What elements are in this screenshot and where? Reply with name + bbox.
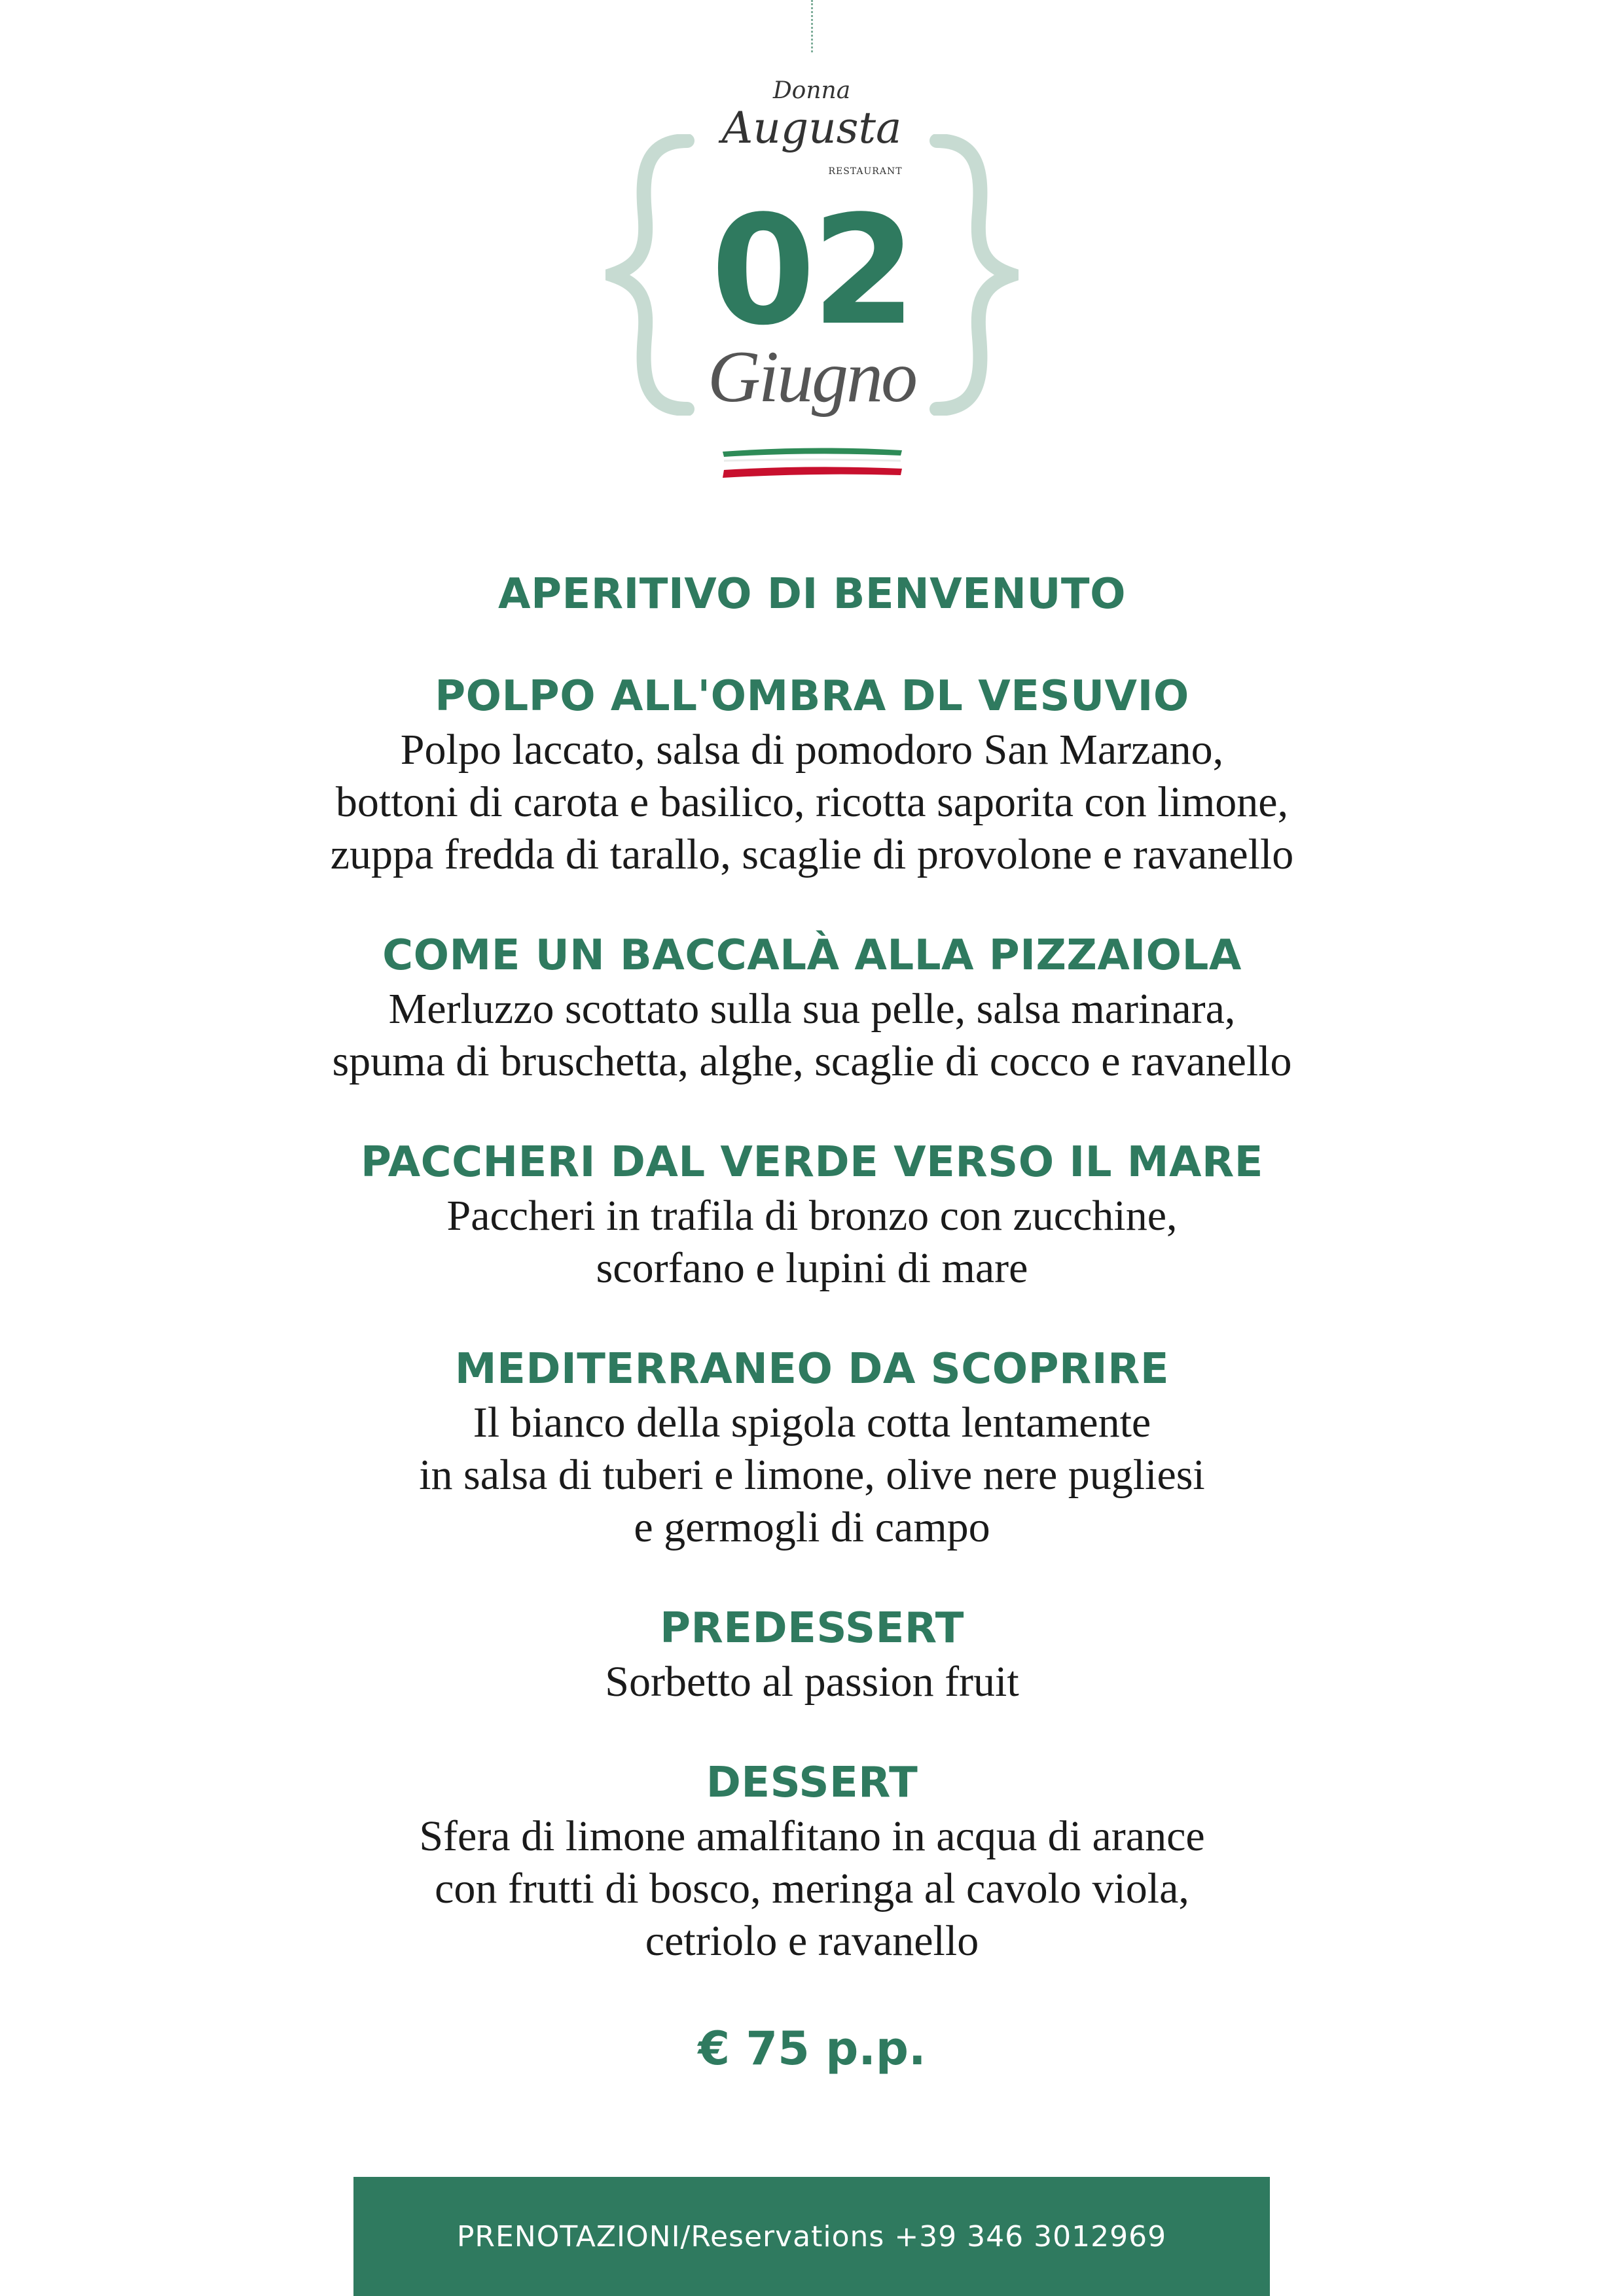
restaurant-logo	[713, 65, 910, 183]
menu-course	[0, 567, 1624, 622]
course-description-line: Il bianco della spigola cotta lentamente	[473, 1399, 1151, 1446]
event-day: 02	[710, 184, 913, 359]
top-dotted-line	[811, 0, 813, 52]
logo-script-main: Augusta	[721, 103, 902, 153]
course-description-line: zuppa fredda di tarallo, scaglie di provolone e ravanello	[330, 831, 1294, 878]
logo-tagline: RESTAURANT	[828, 166, 903, 177]
course-description	[0, 1397, 1624, 1554]
course-title: MEDITERRANEO DA SCOPRIRE	[454, 1345, 1170, 1393]
course-title: APERITIVO DI BENVENUTO	[498, 570, 1126, 619]
course-description-line: bottoni di carota e basilico, ricotta saporita con limone,	[335, 778, 1289, 826]
course-description	[0, 1190, 1624, 1295]
menu-course	[0, 928, 1624, 1088]
course-title: DESSERT	[706, 1759, 918, 1807]
menu-course	[0, 1601, 1624, 1708]
course-description	[0, 983, 1624, 1088]
course-description-line: spuma di bruschetta, alghe, scaglie di cocco e ravanello	[332, 1037, 1292, 1085]
menu-course	[0, 1755, 1624, 1967]
course-title: POLPO ALL'OMBRA DL VESUVIO	[435, 672, 1189, 721]
italian-flag-brushstroke	[720, 442, 905, 484]
menu-course	[0, 669, 1624, 881]
menu-course	[0, 1342, 1624, 1554]
course-description-line: con frutti di bosco, meringa al cavolo viola,	[435, 1865, 1189, 1912]
course-description	[0, 1810, 1624, 1967]
course-description-line: Sfera di limone amalfitano in acqua di arance	[419, 1812, 1205, 1860]
reservations-text: PRENOTAZIONI/Reservations +39 346 3012969	[456, 2219, 1167, 2253]
course-description-line: Merluzzo scottato sulla sua pelle, salsa marinara,	[388, 985, 1236, 1033]
course-title: COME UN BACCALÀ ALLA PIZZAIOLA	[382, 931, 1242, 980]
course-description-line: cetriolo e ravanello	[645, 1917, 979, 1965]
course-description-line: in salsa di tuberi e limone, olive nere pugliesi	[419, 1451, 1205, 1499]
course-description-line: Polpo laccato, salsa di pomodoro San Marzano,	[400, 726, 1224, 774]
course-description-line: Paccheri in trafila di bronzo con zucchine,	[446, 1192, 1178, 1240]
course-description	[0, 724, 1624, 881]
reservations-banner	[353, 2177, 1270, 2296]
course-title: PACCHERI DAL VERDE VERSO IL MARE	[361, 1138, 1263, 1187]
course-title: PREDESSERT	[660, 1604, 964, 1653]
course-description-line: e germogli di campo	[634, 1503, 990, 1551]
menu-price: € 75 p.p.	[698, 2022, 926, 2075]
logo-script-top: Donna	[772, 77, 851, 104]
menu-list	[0, 567, 1624, 1967]
course-description	[0, 1656, 1624, 1708]
course-description-line: scorfano e lupini di mare	[596, 1244, 1028, 1292]
menu-course	[0, 1135, 1624, 1295]
event-month: Giugno	[708, 336, 916, 418]
course-description-line: Sorbetto al passion fruit	[605, 1658, 1019, 1706]
